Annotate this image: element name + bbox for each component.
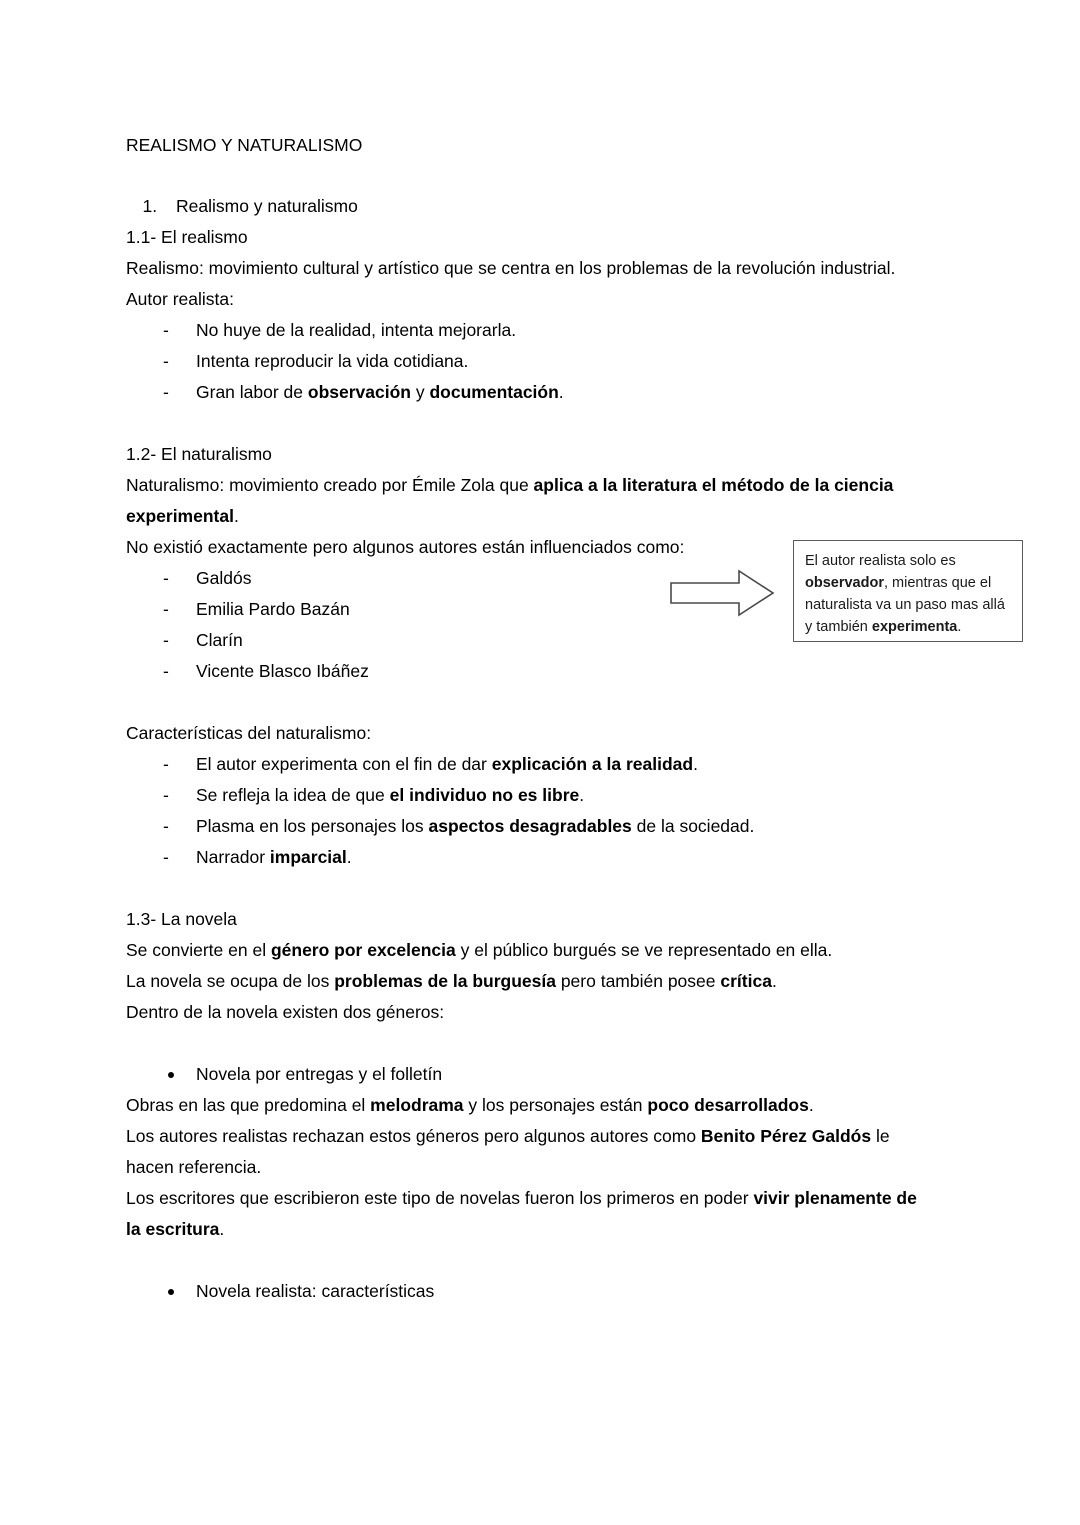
list-item-text: Intenta reproducir la vida cotidiana. bbox=[196, 351, 469, 371]
folletin-p1-pre: Obras en las que predomina el bbox=[126, 1095, 371, 1115]
list-item-text: Emilia Pardo Bazán bbox=[196, 599, 350, 619]
novela-line-1-pre: Se convierte en el bbox=[126, 940, 271, 960]
characteristics-label: Características del naturalismo: bbox=[126, 723, 372, 743]
list-item bbox=[126, 811, 928, 842]
list-item bbox=[126, 346, 928, 377]
autor-realista-label: Autor realista: bbox=[126, 289, 234, 309]
callout-bold-experimenta: experimenta bbox=[871, 619, 958, 635]
spacer bbox=[126, 873, 928, 904]
folletin-paragraph-2 bbox=[126, 1121, 928, 1183]
list-item-bold-2: documentación bbox=[429, 382, 559, 402]
list-item-text: Vicente Blasco Ibáñez bbox=[196, 661, 369, 681]
list-item-bold: explicación a la realidad bbox=[491, 754, 694, 774]
novela-line-3: Dentro de la novela existen dos géneros: bbox=[126, 1002, 445, 1022]
subheading-1-2: 1.2- El naturalismo bbox=[126, 444, 272, 464]
list-item-post: . bbox=[346, 847, 352, 867]
folletin-paragraph-3 bbox=[126, 1183, 928, 1245]
naturalismo-characteristics-list bbox=[126, 749, 928, 873]
novela-line-1-post: y el público burgués se ve representado en ella. bbox=[455, 940, 833, 960]
folletin-p1-bold: melodrama bbox=[370, 1095, 464, 1115]
list-item-post: . bbox=[693, 754, 698, 774]
novela-genre-bullet-2 bbox=[126, 1276, 928, 1307]
list-item-bold: observación bbox=[307, 382, 411, 402]
list-item-text: Novela por entregas y el folletín bbox=[196, 1064, 443, 1084]
list-item bbox=[126, 656, 928, 687]
list-item-post: de la sociedad. bbox=[631, 816, 755, 836]
spacer bbox=[126, 687, 928, 718]
novela-genre-bullet-1 bbox=[126, 1059, 928, 1090]
list-item-post: . bbox=[579, 785, 585, 805]
callout-text bbox=[805, 550, 1012, 638]
naturalismo-def-pre: Naturalismo: movimiento creado por Émile Zola que bbox=[126, 475, 534, 495]
novela-line-2-bold-2: crítica bbox=[720, 971, 772, 991]
list-item-text: Gran labor de bbox=[196, 382, 308, 402]
novela-line-1 bbox=[126, 935, 928, 966]
folletin-p3-post: . bbox=[219, 1219, 225, 1239]
novela-line-2 bbox=[126, 966, 928, 997]
novela-line-2-post: . bbox=[771, 971, 777, 991]
list-item-bold: aspectos desagradables bbox=[428, 816, 632, 836]
influenced-label: No existió exactamente pero algunos autores están influenciados como: bbox=[126, 537, 685, 557]
novela-line-1-bold: género por excelencia bbox=[270, 940, 456, 960]
callout-bold-observador: observador bbox=[805, 575, 884, 591]
list-item-text: Galdós bbox=[196, 568, 252, 588]
folletin-p2-post: le hacen referencia. bbox=[126, 1126, 890, 1177]
spacer bbox=[126, 408, 928, 439]
callout-post: . bbox=[957, 619, 962, 635]
spacer bbox=[126, 1245, 928, 1276]
callout-pre: El autor realista solo es bbox=[805, 553, 956, 569]
list-item bbox=[126, 842, 928, 873]
callout-note-box bbox=[793, 540, 1023, 642]
novela-line-2-mid: pero también posee bbox=[555, 971, 721, 991]
realismo-definition: Realismo: movimiento cultural y artístico que se centra en los problemas de la revolución industrial. bbox=[126, 258, 896, 278]
folletin-p3-bold: vivir plenamente de la escritura bbox=[126, 1188, 917, 1239]
novela-line-2-pre: La novela se ocupa de los bbox=[126, 971, 335, 991]
page-title: REALISMO Y NATURALISMO bbox=[126, 135, 363, 155]
autor-realista-list bbox=[126, 315, 928, 408]
list-item-text: Se refleja la idea de que bbox=[196, 785, 390, 805]
list-item-text: Narrador bbox=[196, 847, 270, 867]
novela-line-2-bold: problemas de la burguesía bbox=[334, 971, 556, 991]
list-item bbox=[126, 780, 928, 811]
spacer bbox=[126, 1028, 928, 1059]
naturalismo-definition bbox=[126, 470, 928, 532]
list-item-text: El autor experimenta con el fin de dar bbox=[196, 754, 492, 774]
right-arrow-icon bbox=[669, 568, 775, 618]
list-item bbox=[126, 1059, 928, 1090]
folletin-p3-pre: Los escritores que escribieron este tipo de novelas fueron los primeros en poder bbox=[126, 1188, 754, 1208]
callout-mid: , mientras que el naturalista va un paso mas allá y también bbox=[805, 575, 1005, 635]
list-item bbox=[126, 1276, 928, 1307]
subheading-1-1: 1.1- El realismo bbox=[126, 227, 248, 247]
subheading-1-3: 1.3- La novela bbox=[126, 909, 237, 929]
folletin-p2-bold: Benito Pérez Galdós bbox=[700, 1126, 872, 1146]
folletin-paragraph-1 bbox=[126, 1090, 928, 1121]
folletin-p1-bold-2: poco desarrollados bbox=[647, 1095, 809, 1115]
list-item bbox=[126, 749, 928, 780]
list-item-text: Novela realista: características bbox=[196, 1281, 435, 1301]
list-item-bold: imparcial bbox=[269, 847, 347, 867]
list-item bbox=[126, 377, 928, 408]
folletin-p2-pre: Los autores realistas rechazan estos géneros pero algunos autores como bbox=[126, 1126, 701, 1146]
folletin-p1-mid: y los personajes están bbox=[463, 1095, 648, 1115]
section-heading-1: 1. Realismo y naturalismo bbox=[162, 191, 928, 222]
list-item-mid: y bbox=[410, 382, 430, 402]
list-item-text: Plasma en los personajes los bbox=[196, 816, 429, 836]
list-item-bold: el individuo no es libre bbox=[389, 785, 580, 805]
list-item-post: . bbox=[558, 382, 564, 402]
list-item-text: Clarín bbox=[196, 630, 243, 650]
list-item-text: No huye de la realidad, intenta mejorarla. bbox=[196, 320, 517, 340]
naturalismo-def-bold: aplica a la literatura el método de la ciencia experimental bbox=[126, 475, 894, 526]
folletin-p1-post: . bbox=[808, 1095, 814, 1115]
naturalismo-def-post: . bbox=[233, 506, 239, 526]
list-item bbox=[126, 315, 928, 346]
section-numbered-list bbox=[126, 191, 928, 222]
document-body bbox=[126, 130, 928, 1307]
